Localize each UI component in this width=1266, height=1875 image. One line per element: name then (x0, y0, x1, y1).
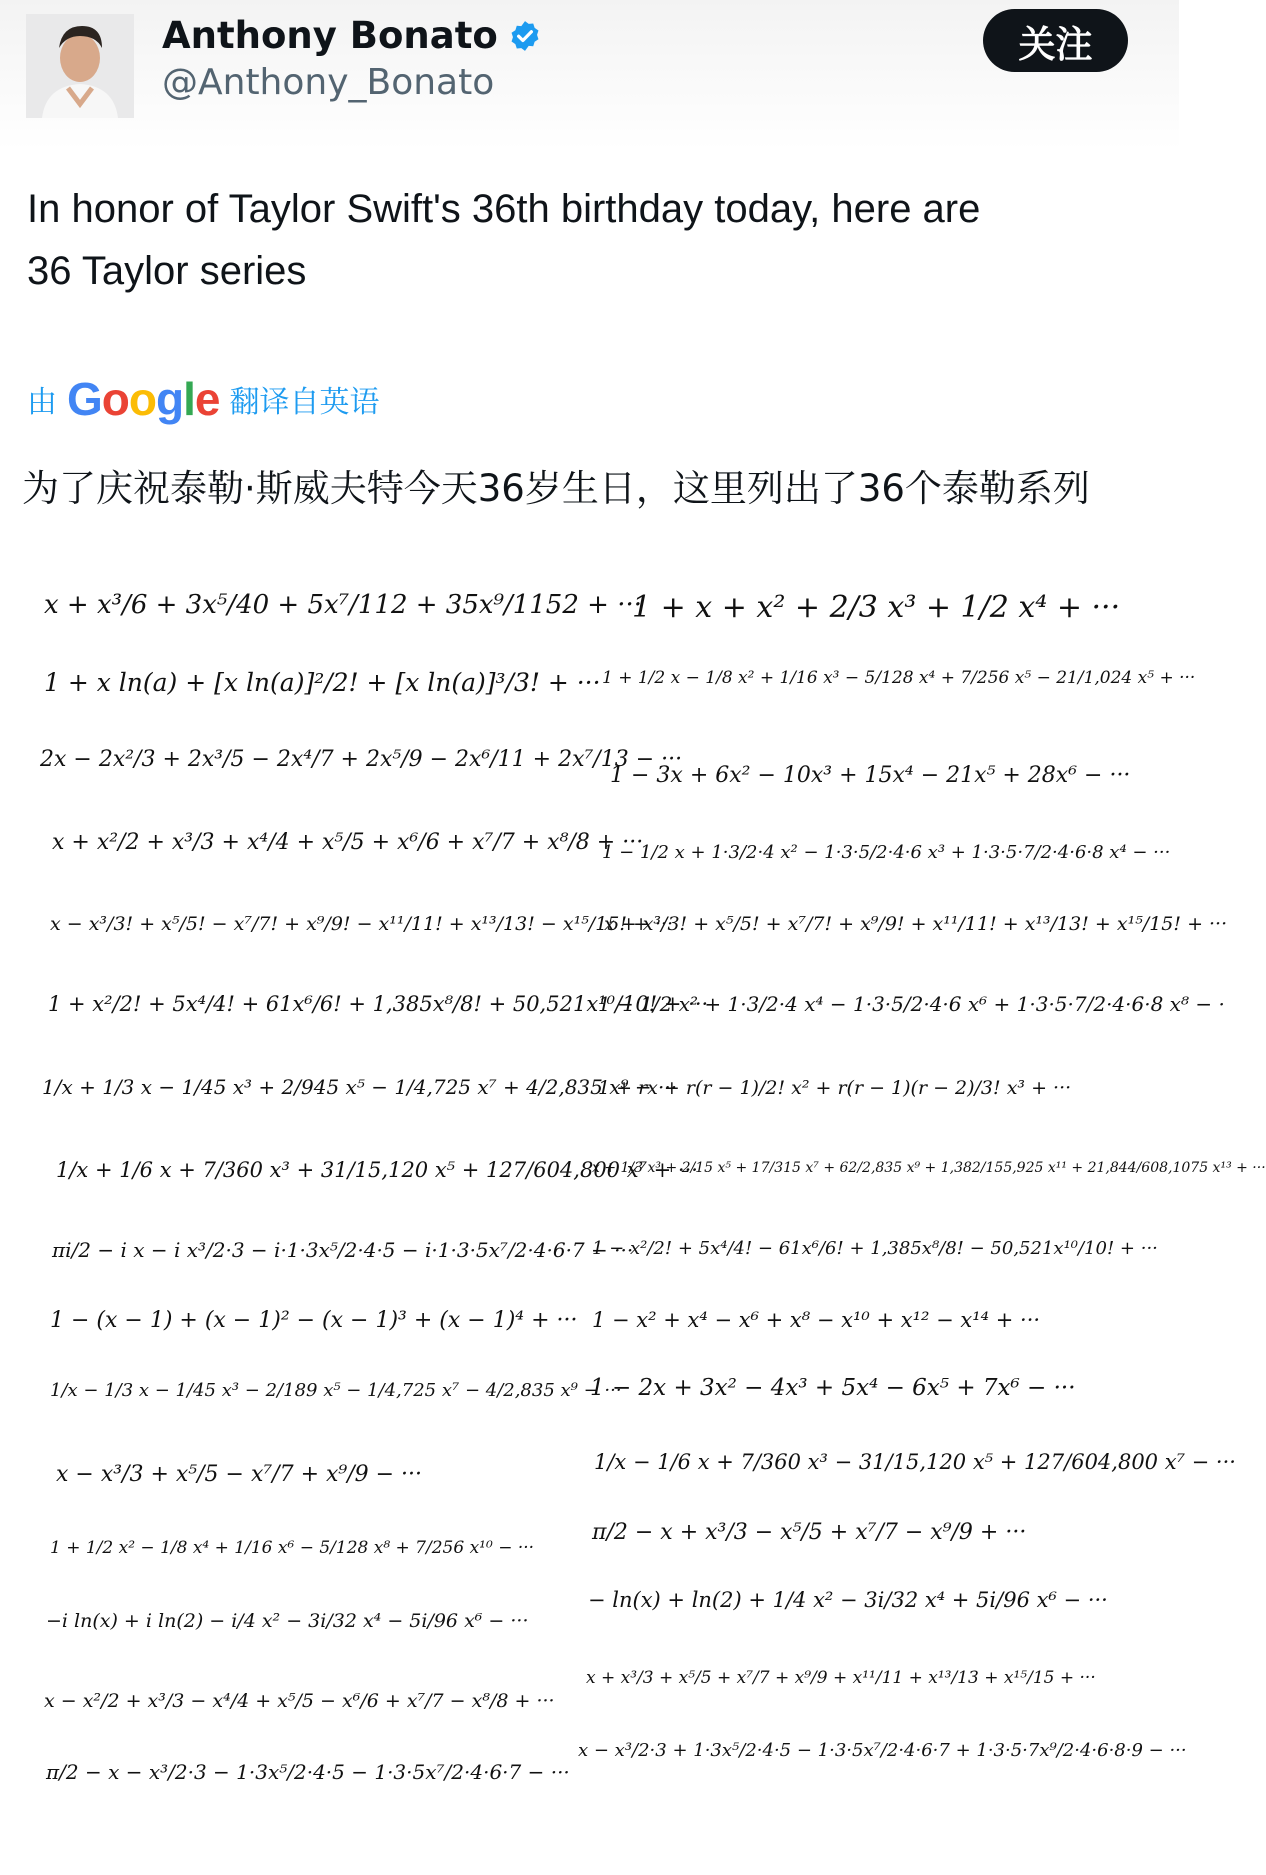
formula-right-9: 1 − x²/2! + 5x⁴/4! − 61x⁶/6! + 1,385x⁸/8! − 50,521x¹⁰/10! + ··· (592, 1238, 1158, 1259)
avatar[interactable] (26, 14, 134, 118)
author-row (162, 14, 542, 57)
formula-left-8: 1/x + 1/6 x + 7/360 x³ + 31/15,120 x⁵ + 127/604,800 x⁷ + ··· (56, 1158, 698, 1182)
translated-text: 为了庆祝泰勒·斯威夫特今天36岁生日，这里列出了36个泰勒系列 (22, 467, 1090, 510)
translation-prefix: 由 (27, 385, 57, 420)
tweet-header (0, 0, 1179, 150)
formula-left-9: πi/2 − i x − i x³/2·3 − i·1·3x⁵/2·4·5 − i·1·3·5x⁷/2·4·6·7 − ··· (52, 1238, 634, 1262)
formula-right-14: − ln(x) + ln(2) + 1/4 x² − 3i/32 x⁴ + 5i/96 x⁶ − ··· (588, 1588, 1108, 1612)
formula-right-13: π/2 − x + x³/3 − x⁵/5 + x⁷/7 − x⁹/9 + ··· (592, 1520, 1027, 1545)
formula-right-10: 1 − x² + x⁴ − x⁶ + x⁸ − x¹⁰ + x¹² − x¹⁴ + ··· (592, 1308, 1041, 1332)
formula-right-12: 1/x − 1/6 x + 7/360 x³ − 31/15,120 x⁵ + 127/604,800 x⁷ − ··· (594, 1450, 1236, 1474)
translation-suffix: 翻译自英语 (229, 385, 380, 420)
formula-left-6: 1 + x²/2! + 5x⁴/4! + 61x⁶/6! + 1,385x⁸/8! + 50,521x¹⁰/10! + ··· (48, 992, 709, 1016)
formula-left-3: 2x − 2x²/3 + 2x³/5 − 2x⁴/7 + 2x⁵/9 − 2x⁶/11 + 2x⁷/13 − ··· (40, 747, 683, 772)
author-handle[interactable]: @Anthony_Bonato (162, 62, 495, 103)
formula-left-12: x − x³/3 + x⁵/5 − x⁷/7 + x⁹/9 − ··· (56, 1462, 423, 1487)
formula-left-5: x − x³/3! + x⁵/5! − x⁷/7! + x⁹/9! − x¹¹/11! + x¹³/13! − x¹⁵/15! + ··· (50, 913, 674, 935)
formula-right-6: 1 − 1/2 x² + 1·3/2·4 x⁴ − 1·3·5/2·4·6 x⁶ + 1·3·5·7/2·4·6·8 x⁸ − · (598, 992, 1225, 1016)
translation-attribution[interactable] (27, 372, 379, 426)
formula-right-2: 1 + 1/2 x − 1/8 x² + 1/16 x³ − 5/128 x⁴ + 7/256 x⁵ − 21/1,024 x⁵ + ··· (602, 668, 1196, 688)
formula-left-13: 1 + 1/2 x² − 1/8 x⁴ + 1/16 x⁶ − 5/128 x⁸ + 7/256 x¹⁰ − ··· (50, 1538, 535, 1558)
verified-badge-icon (508, 19, 542, 53)
taylor-series-image (0, 560, 1266, 1875)
formula-left-16: π/2 − x − x³/2·3 − 1·3x⁵/2·4·5 − 1·3·5x⁷/2·4·6·7 − ··· (46, 1760, 570, 1784)
formula-right-3: 1 − 3x + 6x² − 10x³ + 15x⁴ − 21x⁵ + 28x⁶ − ··· (610, 763, 1131, 788)
formula-left-15: x − x²/2 + x³/3 − x⁴/4 + x⁵/5 − x⁶/6 + x⁷/7 − x⁸/8 + ··· (44, 1690, 555, 1712)
follow-button[interactable]: 关注 (983, 9, 1128, 72)
formula-right-4: 1 − 1/2 x + 1·3/2·4 x² − 1·3·5/2·4·6 x³ + 1·3·5·7/2·4·6·8 x⁴ − ··· (602, 842, 1171, 863)
formula-right-11: 1 − 2x + 3x² − 4x³ + 5x⁴ − 6x⁵ + 7x⁶ − ··· (590, 1375, 1076, 1401)
formula-left-7: 1/x + 1/3 x − 1/45 x³ + 2/945 x⁵ − 1/4,725 x⁷ + 4/2,835 x⁹ − ··· (42, 1075, 678, 1099)
formula-left-4: x + x²/2 + x³/3 + x⁴/4 + x⁵/5 + x⁶/6 + x⁷/7 + x⁸/8 + ··· (52, 830, 644, 855)
formula-right-7: 1 + rx + r(r − 1)/2! x² + r(r − 1)(r − 2)/3! x³ + ··· (598, 1077, 1072, 1099)
formula-right-15: x + x³/3 + x⁵/5 + x⁷/7 + x⁹/9 + x¹¹/11 + x¹³/13 + x¹⁵/15 + ··· (586, 1668, 1096, 1688)
formula-right-16: x − x³/2·3 + 1·3x⁵/2·4·5 − 1·3·5x⁷/2·4·6·7 + 1·3·5·7x⁹/2·4·6·8·9 − ··· (578, 1740, 1187, 1761)
tweet-text-line-2: 36 Taylor series (27, 249, 307, 293)
google-logo: Google (67, 373, 220, 425)
avatar-photo (26, 14, 134, 118)
formula-left-14: −i ln(x) + i ln(2) − i/4 x² − 3i/32 x⁴ − 5i/96 x⁶ − ··· (46, 1610, 529, 1632)
formula-left-1: x + x³/6 + 3x⁵/40 + 5x⁷/112 + 35x⁹/1152 + ··· (44, 590, 642, 620)
formula-left-2: 1 + x ln(a) + [x ln(a)]²/2! + [x ln(a)]³/3! + ··· (44, 668, 601, 697)
formula-left-10: 1 − (x − 1) + (x − 1)² − (x − 1)³ + (x − 1)⁴ + ··· (50, 1308, 578, 1333)
formula-left-11: 1/x − 1/3 x − 1/45 x³ − 2/189 x⁵ − 1/4,725 x⁷ − 4/2,835 x⁹ − ··· (50, 1380, 622, 1401)
formula-right-5: x + x³/3! + x⁵/5! + x⁷/7! + x⁹/9! + x¹¹/11! + x¹³/13! + x¹⁵/15! + ··· (604, 913, 1228, 935)
tweet-text (27, 178, 1147, 302)
author-name[interactable]: Anthony Bonato (162, 14, 498, 57)
formula-right-8: x + 1/3 x³ + 2/15 x⁵ + 17/315 x⁷ + 62/2,835 x⁹ + 1,382/155,925 x¹¹ + 21,844/608,1075 x¹³ + ··· (592, 1160, 1266, 1176)
tweet-text-line-1: In honor of Taylor Swift's 36th birthday today, here are (27, 187, 981, 231)
formula-right-1: 1 + x + x² + 2/3 x³ + 1/2 x⁴ + ··· (632, 590, 1121, 625)
